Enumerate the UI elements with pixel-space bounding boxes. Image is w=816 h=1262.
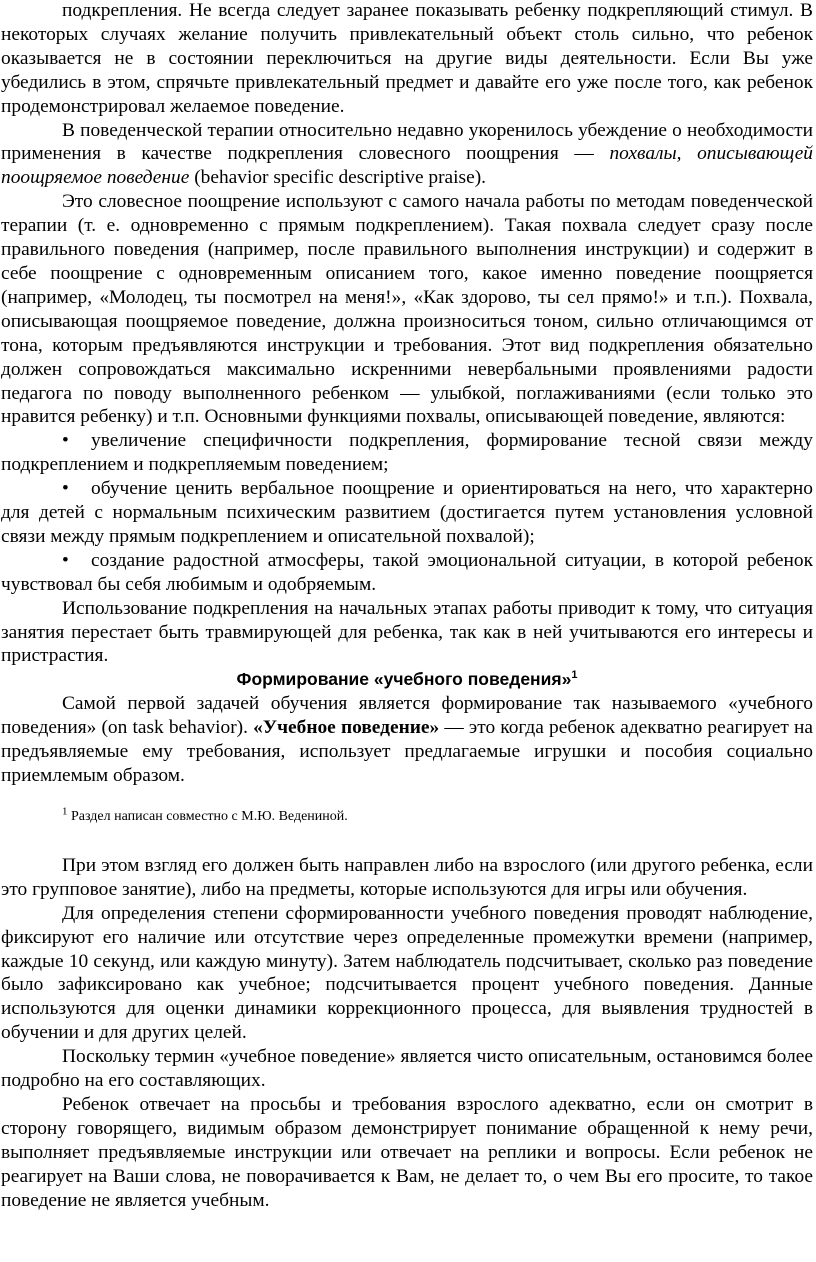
list-item xyxy=(1,429,813,477)
paragraph-reinforcement-timing: подкрепления. Не всегда следует заранее показывать ребенку подкрепляющий стимул. В некоторых случаях желание получить привлекательный объект столь сильно, что ребенок оказывается не в состоянии переключиться на другие виды деятельности. Если Вы уже убедились в этом, спрячьте привлекательный предмет и давайте его уже после того, как ребенок продемонстрировал желаемое поведение. xyxy=(1,0,813,117)
bullet-marker: • xyxy=(62,478,69,500)
footnote-text: Раздел написан совместно с М.Ю. Ведениной. xyxy=(67,808,348,824)
paragraph-verbal-praise-text-b: (behavior specific descriptive praise). xyxy=(189,167,486,189)
paragraph-verbal-praise-term: похвалы, описывающей поощряемое поведение xyxy=(1,143,813,189)
bullet-marker: • xyxy=(62,430,69,452)
paragraph-verbal-praise xyxy=(1,119,813,191)
paragraph-on-task-term: «Учебное поведение» xyxy=(253,717,440,739)
paragraph-term-components: Поскольку термин «учебное поведение» является чисто описательным, остановимся более подробно на его составляющих. xyxy=(1,1046,813,1092)
paragraph-on-task-text-a: Самой первой задачей обучения является формирование так называемого «учебного поведения» (on task behavior). xyxy=(1,693,813,739)
footnote-mark: 1 xyxy=(62,805,68,818)
list-item xyxy=(1,477,813,549)
list-item xyxy=(1,549,813,597)
list-item-text: обучение ценить вербальное поощрение и ориентироваться на него, что характерно для детей с нормальным психическим развитием (достигается путем установления условной связи между прямым подкреплением и описательной похвалой); xyxy=(1,478,813,547)
bullet-marker: • xyxy=(62,549,69,571)
paragraph-praise-description: Это словесное поощрение используют с самого начала работы по методам поведенческой терапии (т. е. одновременно с прямым подкреплением). Такая похвала следует сразу после правильного поведения (например, после правильного выполнения инструкции) и содержит в себе поощрение с одновременным описанием того, какое именно поведение поощряется (например, «Молодец, ты посмотрел на меня!», «Как здорово, ты сел прямо!» и т.п.). Похвала, описывающая поощряемое поведение, должна произноситься тоном, сильно отличающимся от тона, которым предъявляются инструкции и требования. Этот вид подкрепления обязательно должен сопровождаться максимально искренними невербальными проявлениями радости педагога по поводу выполненного ребенком — улыбкой, поглаживаниями (если только это нравится ребенку) и т.п. Основными функциями похвалы, описывающей поведение, являются: xyxy=(1,191,813,428)
paragraph-observation: Для определения степени сформированности учебного поведения проводят наблюдение, фиксируют его наличие или отсутствие через определенные промежутки времени (например, каждые 10 секунд, или каждую минуту). Затем наблюдатель подсчитывает, сколько раз поведение было зафиксировано как учебное; подсчитывается процент учебного поведения. Данные используются для оценки динамики коррекционного процесса, для выявления трудностей в обучении и для других целей. xyxy=(1,902,813,1044)
list-item-text: увеличение специфичности подкрепления, формирование тесной связи между подкреплением и подкрепляемым поведением; xyxy=(1,430,813,476)
footnote-reference: 1 xyxy=(571,669,578,682)
footnote xyxy=(1,805,813,826)
section-heading-text: Формирование «учебного поведения» xyxy=(236,669,572,690)
paragraph-adequate-response: Ребенок отвечает на просьбы и требования взрослого адекватно, если он смотрит в сторону говорящего, видимым образом демонстрирует понимание обращенной к нему речи, выполняет предъявляемые инструкции или отвечает на реплики и вопросы. Если ребенок не реагирует на Ваши слова, не поворачивается к Вам, не делает то, о чем Вы его просите, то такое поведение не является учебным. xyxy=(1,1093,813,1211)
paragraph-initial-stages: Использование подкрепления на начальных этапах работы приводит к тому, что ситуация занятия перестает быть травмирующей для ребенка, так как в ней учитываются его интересы и пристрастия. xyxy=(1,597,813,667)
paragraph-on-task-text-b: — это когда ребенок адекватно реагирует на предъявляемые ему требования, использует предлагаемые игрушки и пособия социально приемлемым образом. xyxy=(1,717,813,786)
paragraph-on-task-behavior xyxy=(1,692,813,788)
section-heading xyxy=(1,668,813,692)
paragraph-gaze-direction: При этом взгляд его должен быть направлен либо на взрослого (или другого ребенка, если это групповое занятие), либо на предметы, которые используются для игры или обучения. xyxy=(1,854,813,900)
paragraph-verbal-praise-text-a: В поведенческой терапии относительно недавно укоренилось убеждение о необходимости применения в качестве подкрепления словесного поощрения — xyxy=(1,119,813,165)
list-item-text: создание радостной атмосферы, такой эмоциональной ситуации, в которой ребенок чувствовал бы себя любимым и одобряемым. xyxy=(1,549,813,595)
